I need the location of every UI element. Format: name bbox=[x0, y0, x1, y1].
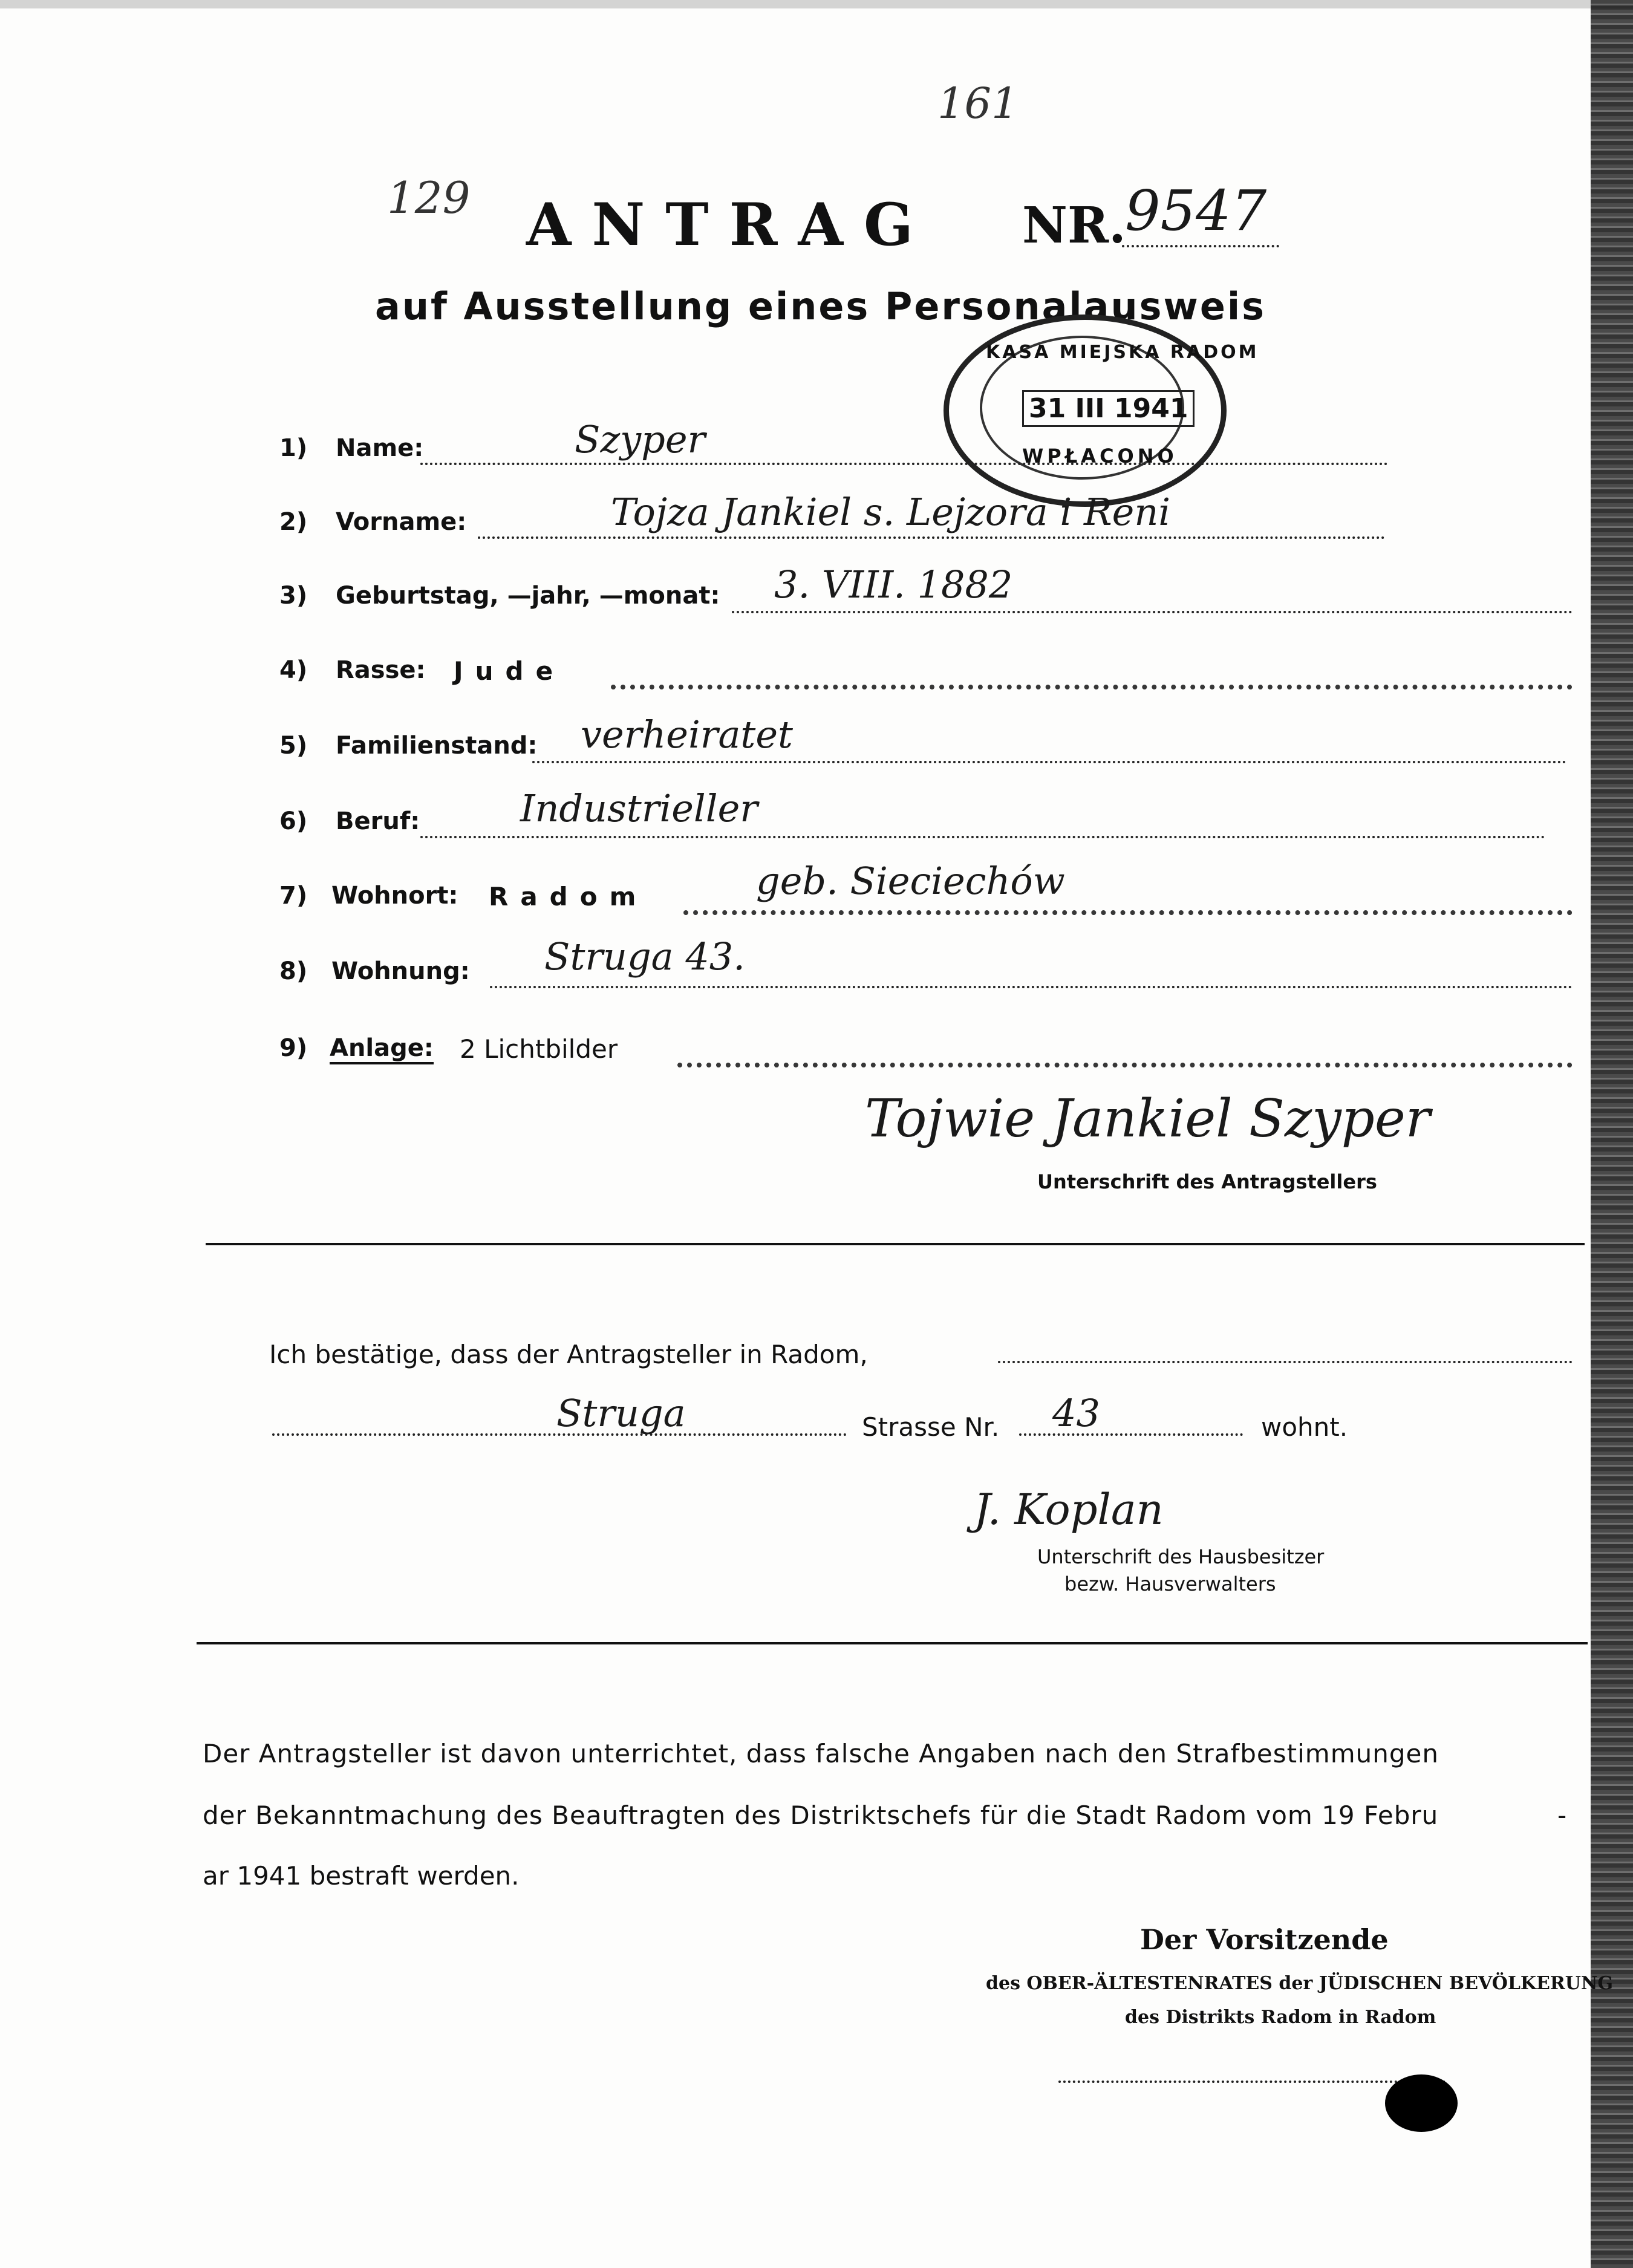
applicant-signature-caption: Unterschrift des Antragstellers bbox=[1037, 1170, 1377, 1193]
field-label-beruf: Beruf: bbox=[336, 807, 420, 835]
title-nr-label: NR. bbox=[1022, 197, 1126, 255]
field-value-wohnort: Radom bbox=[489, 882, 648, 911]
field-value-geburtstag: 3. VIII. 1882 bbox=[774, 562, 1013, 607]
field-number: 9) bbox=[279, 1034, 308, 1062]
strasse-label: Strasse Nr. bbox=[862, 1412, 1000, 1442]
field-number: 2) bbox=[279, 508, 308, 536]
field-value-anlage: 2 Lichtbilder bbox=[460, 1034, 618, 1064]
dotted-line bbox=[998, 1361, 1573, 1363]
field-label-familienstand: Familienstand: bbox=[336, 732, 538, 760]
dotted-line bbox=[420, 836, 1545, 838]
field-value-birthplace: geb. Sieciechów bbox=[756, 859, 1065, 903]
field-number: 4) bbox=[279, 656, 308, 684]
scan-edge-right bbox=[1591, 0, 1633, 2268]
field-label-vorname: Vorname: bbox=[336, 508, 467, 536]
field-value-rasse: Jude bbox=[454, 656, 566, 686]
notice-line-2-hyphen: - bbox=[1557, 1800, 1567, 1830]
field-label-geburtstag: Geburtstag, —jahr, —monat: bbox=[336, 582, 720, 610]
dotted-line bbox=[1058, 2081, 1446, 2083]
dotted-line bbox=[490, 986, 1573, 988]
dotted-line bbox=[611, 685, 1573, 689]
ink-blot bbox=[1385, 2074, 1458, 2132]
dotted-line bbox=[732, 611, 1573, 613]
field-value-wohnung: Struga 43. bbox=[544, 934, 745, 979]
field-number: 6) bbox=[279, 807, 308, 835]
stamp-ring-text: KASA MIEJSKA RADOM bbox=[986, 342, 1259, 363]
field-value-name: Szyper bbox=[575, 417, 706, 461]
footer-district: des Distrikts Radom in Radom bbox=[1125, 2007, 1436, 2028]
section-divider bbox=[206, 1243, 1585, 1245]
handwritten-reference-left: 129 bbox=[387, 172, 471, 223]
field-value-beruf: Industrieller bbox=[520, 786, 758, 830]
handwritten-reference-top: 161 bbox=[937, 79, 1019, 128]
house-owner-caption-line2: bezw. Hausverwalters bbox=[1064, 1572, 1276, 1595]
field-number: 8) bbox=[279, 957, 308, 985]
field-value-familienstand: verheiratet bbox=[581, 712, 793, 757]
notice-line-2: der Bekanntmachung des Beauftragten des Distriktschefs für die Stadt Radom vom 19 Febru bbox=[203, 1800, 1439, 1830]
field-value-vorname: Tojza Jankiel s. Lejzora i Reni bbox=[611, 490, 1171, 534]
confirmation-text: Ich bestätige, dass der Antragsteller in Radom, bbox=[269, 1340, 868, 1369]
field-label-name: Name: bbox=[336, 434, 424, 462]
field-label-anlage: Anlage: bbox=[330, 1034, 434, 1064]
footer-title: Der Vorsitzende bbox=[1140, 1923, 1389, 1956]
dotted-line bbox=[420, 463, 1388, 465]
field-number: 3) bbox=[279, 582, 308, 610]
section-divider bbox=[197, 1642, 1588, 1644]
field-label-wohnung: Wohnung: bbox=[331, 957, 470, 985]
dotted-line bbox=[677, 1063, 1573, 1067]
document-subtitle: auf Ausstellung eines Personalausweis bbox=[375, 284, 1266, 328]
dotted-line bbox=[478, 536, 1385, 539]
document-title: ANTRAG bbox=[526, 191, 934, 259]
house-owner-signature: J. Koplan bbox=[974, 1485, 1164, 1534]
wohnt-label: wohnt. bbox=[1261, 1412, 1348, 1442]
notice-line-3: ar 1941 bestraft werden. bbox=[203, 1861, 520, 1891]
field-number: 5) bbox=[279, 732, 308, 760]
application-number: 9547 bbox=[1125, 178, 1267, 243]
stamp-paid-text: WPŁACONO bbox=[1022, 445, 1178, 468]
notice-line-1: Der Antragsteller ist davon unterrichtet, dass falsche Angaben nach den Strafbestimmungen bbox=[203, 1739, 1439, 1768]
field-label-wohnort: Wohnort: bbox=[331, 882, 458, 910]
dotted-line bbox=[1122, 245, 1279, 247]
confirmation-number-value: 43 bbox=[1052, 1391, 1100, 1435]
field-number: 7) bbox=[279, 882, 308, 910]
field-number: 1) bbox=[279, 434, 308, 462]
dotted-line bbox=[532, 761, 1566, 763]
confirmation-street-value: Struga bbox=[556, 1391, 686, 1435]
house-owner-caption-line1: Unterschrift des Hausbesitzer bbox=[1037, 1545, 1325, 1568]
field-label-rasse: Rasse: bbox=[336, 656, 426, 684]
applicant-signature: Tojwie Jankiel Szyper bbox=[865, 1089, 1430, 1149]
stamp-date: 31 III 1941 bbox=[1022, 390, 1195, 427]
scan-edge-top bbox=[0, 0, 1633, 8]
footer-organization: des OBER-ÄLTESTENRATES der JÜDISCHEN BEVÖLKERUNG bbox=[986, 1973, 1614, 1994]
dotted-line bbox=[683, 910, 1573, 915]
